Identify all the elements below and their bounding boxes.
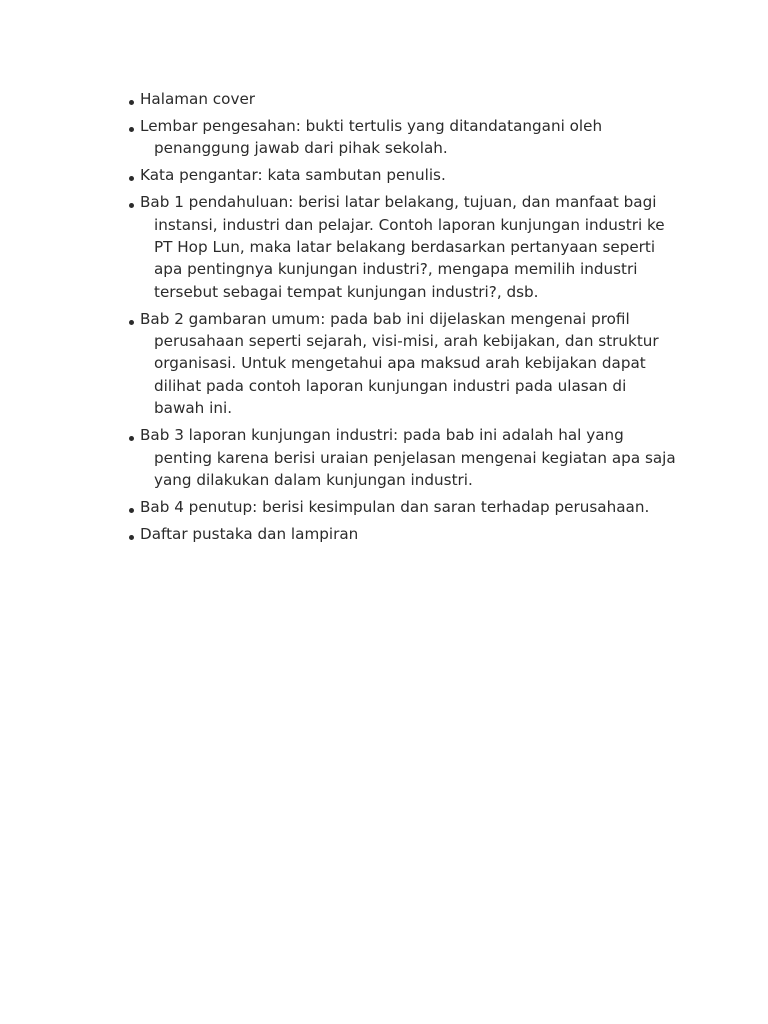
list-item-line: tersebut sebagai tempat kunjungan industri?, dsb.: [154, 282, 539, 301]
list-item-line: Bab 3 laporan kunjungan industri: pada bab ini adalah hal yang: [140, 426, 624, 445]
list-item-line: Bab 1 pendahuluan: berisi latar belakang, tujuan, dan manfaat bagi: [140, 193, 657, 212]
list-item-chapter-3: [129, 424, 689, 491]
list-item-line: Daftar pustaka dan lampiran: [140, 524, 359, 543]
bullet-icon: [129, 203, 134, 208]
bullet-icon: [129, 535, 134, 540]
report-structure-list: [129, 88, 689, 550]
list-item-line: yang dilakukan dalam kunjungan industri.: [154, 471, 473, 489]
list-item-chapter-1: [129, 191, 689, 303]
list-item-bibliography: [129, 523, 689, 545]
list-item-approval-sheet: [129, 115, 689, 160]
list-item-line: Lembar pengesahan: bukti tertulis yang ditandatangani oleh: [140, 116, 603, 135]
list-item-cover: [129, 88, 689, 110]
list-item-line: penanggung jawab dari pihak sekolah.: [154, 139, 448, 158]
list-item-line: dilihat pada contoh laporan kunjungan industri pada ulasan di: [154, 376, 627, 395]
bullet-icon: [129, 127, 134, 132]
list-item-line: Bab 2 gambaran umum: pada bab ini dijelaskan mengenai profil: [140, 309, 630, 328]
list-item-line: penting karena berisi uraian penjelasan mengenai kegiatan apa saja: [154, 448, 676, 467]
list-item-line: perusahaan seperti sejarah, visi-misi, arah kebijakan, dan struktur: [154, 332, 659, 351]
bullet-icon: [129, 436, 134, 441]
list-item-chapter-2: [129, 308, 689, 420]
bullet-icon: [129, 100, 134, 105]
list-item-line: PT Hop Lun, maka latar belakang berdasarkan pertanyaan seperti: [154, 237, 656, 256]
list-item-line: Halaman cover: [140, 90, 256, 108]
list-item-line: organisasi. Untuk mengetahui apa maksud arah kebijakan dapat: [154, 354, 646, 373]
bullet-icon: [129, 320, 134, 325]
list-item-line: apa pentingnya kunjungan industri?, mengapa memilih industri: [154, 260, 638, 279]
list-item-line: instansi, industri dan pelajar. Contoh laporan kunjungan industri ke: [154, 215, 665, 234]
list-item-line: Bab 4 penutup: berisi kesimpulan dan saran terhadap perusahaan.: [140, 497, 650, 516]
list-item-line: bawah ini.: [154, 399, 233, 418]
bullet-icon: [129, 176, 134, 181]
list-item-chapter-4: [129, 496, 689, 518]
list-item-line: Kata pengantar: kata sambutan penulis.: [140, 166, 446, 185]
list-item-preface: [129, 164, 689, 186]
bullet-icon: [129, 508, 134, 513]
